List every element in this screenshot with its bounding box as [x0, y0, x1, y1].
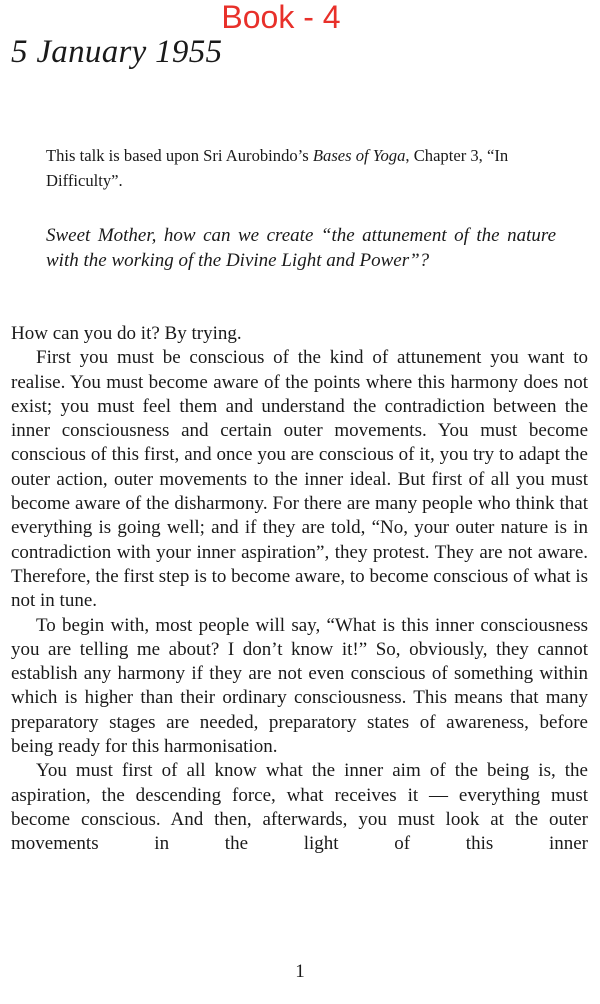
answer-paragraph: You must first of all know what the inner aim of the being is, the aspiration, the descending force, what receives it — everything must become conscious. And then, afterwards, you must look at the outer movements in the light of this inner [11, 760, 588, 855]
question-text: Sweet Mother, how can we create “the attunement of the nature with the working of the Divine Light and Power”? [46, 225, 556, 271]
answer-paragraph: To begin with, most people will say, “What is this inner consciousness you are telling me about? I don’t know it!” So, obviously, they cannot establish any harmony if they are not even conscious of something within which is higher than their ordinary consciousness. This means that many preparatory stages are needed, preparatory states of awareness, before being ready for this harmonisation. [11, 614, 588, 758]
answer-paragraph: First you must be conscious of the kind of attunement you want to realise. You must become aware of the points where this harmony does not exist; you must feel them and understand the contradiction between the inner consciousness and certain outer movements. You must become conscious of this first, and once you are conscious of it, you try to adapt the outer action, outer movements to the inner ideal. But first of all you must become aware of the disharmony. For there are many people who think that everything is going well; and if they are told, “No, your outer nature is in contradiction with your inner aspiration”, they protest. They are not aware. Therefore, the first step is to become aware, to become conscious of what is not in tune. [11, 347, 588, 612]
answer-opening: How can you do it? By trying. [11, 323, 242, 344]
page-number: 1 [295, 961, 305, 982]
book-label: Book - 4 [221, 0, 341, 35]
intro-note-prefix: This talk is based upon Sri Aurobindo’s [46, 146, 313, 165]
intro-note-book-title: Bases of Yoga [312, 146, 406, 165]
intro-note-suffix: , Chapter 3, “In Difficulty”. [46, 146, 509, 190]
intro-note [46, 143, 558, 193]
answer-body [11, 322, 588, 857]
date-heading: 5 January 1955 [11, 34, 223, 70]
